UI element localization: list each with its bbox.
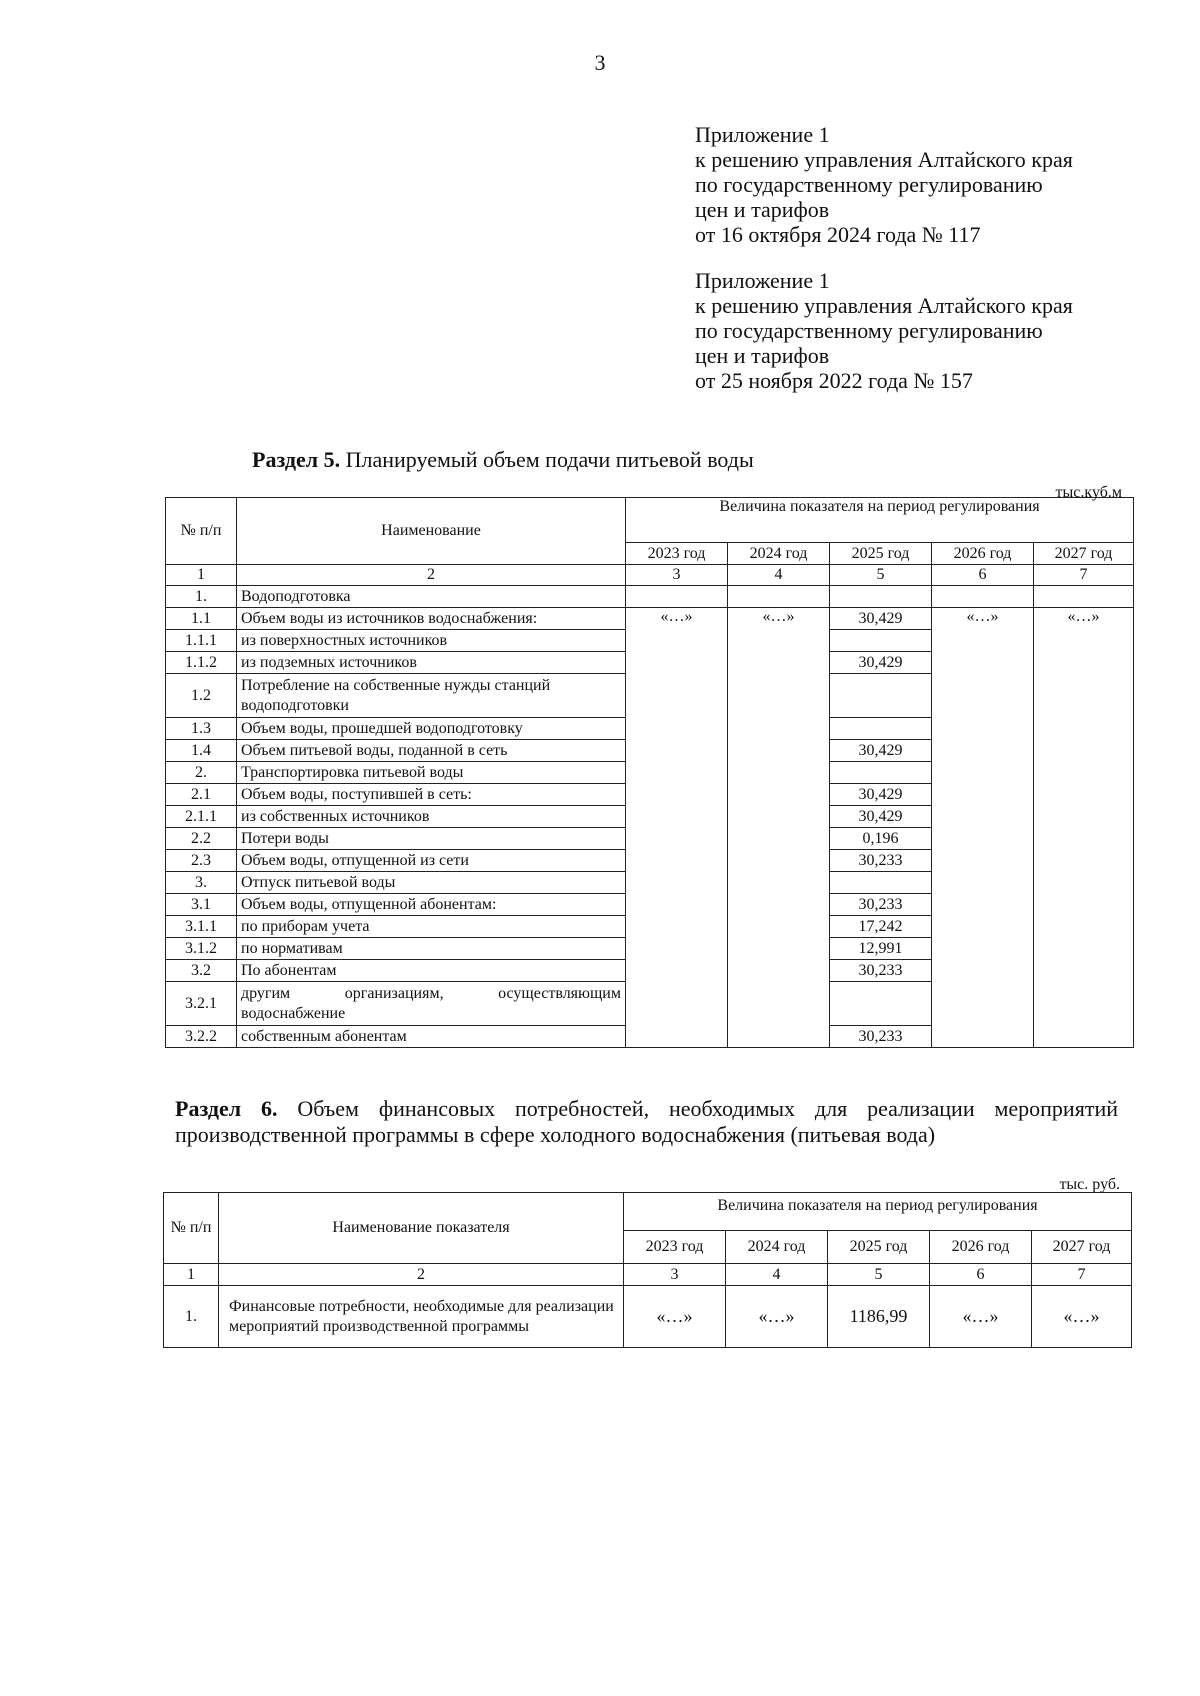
cell-2026: «…» — [932, 608, 1034, 630]
cell-2026 — [932, 652, 1034, 674]
cell-2026 — [932, 762, 1034, 784]
header-year: 2023 год — [624, 1231, 726, 1264]
section5-title — [252, 447, 754, 473]
row-num: 1.4 — [166, 740, 237, 762]
cell-2023 — [626, 762, 728, 784]
cell-2025: 30,429 — [830, 784, 932, 806]
cell-2025: 30,429 — [830, 806, 932, 828]
page-number: 3 — [594, 50, 606, 75]
cell-2027 — [1034, 586, 1134, 608]
column-number: 5 — [830, 565, 932, 586]
row-num: 3.1.1 — [166, 916, 237, 938]
cell-2025: 30,429 — [830, 652, 932, 674]
section5-unit: тыс.куб.м — [1055, 484, 1122, 501]
table-row — [166, 608, 1134, 630]
row-num: 1. — [164, 1286, 219, 1348]
row-name: Объем воды, прошедшей водоподготовку — [237, 718, 626, 740]
row-name: По абонентам — [237, 960, 626, 982]
cell-2026 — [932, 718, 1034, 740]
cell-2024 — [728, 982, 830, 1026]
header-year: 2024 год — [728, 543, 830, 565]
row-name: Водоподготовка — [237, 586, 626, 608]
cell-2026 — [932, 674, 1034, 718]
cell-2027 — [1034, 630, 1134, 652]
cell-2026 — [932, 850, 1034, 872]
cell-2025: 12,991 — [830, 938, 932, 960]
row-num: 3.2 — [166, 960, 237, 982]
column-number: 6 — [932, 565, 1034, 586]
table-row — [166, 784, 1134, 806]
appendix-line: цен и тарифов — [695, 197, 830, 222]
table-row — [166, 586, 1134, 608]
header-period: Величина показателя на период регулирования — [626, 498, 1134, 543]
cell-2024 — [728, 630, 830, 652]
table-row — [166, 630, 1134, 652]
row-name: Объем воды, отпущенной из сети — [237, 850, 626, 872]
row-num: 3.1 — [166, 894, 237, 916]
cell-2023 — [626, 872, 728, 894]
cell-2026 — [932, 784, 1034, 806]
cell-2025: 30,233 — [830, 1026, 932, 1048]
row-name: другим организациям, осуществляющим водоснабжение — [237, 982, 626, 1026]
cell-2024 — [728, 872, 830, 894]
header-year: 2025 год — [830, 543, 932, 565]
cell-2024 — [728, 916, 830, 938]
cell-2023 — [626, 828, 728, 850]
cell-2024 — [728, 894, 830, 916]
row-num: 3.2.2 — [166, 1026, 237, 1048]
cell-2025: 1186,99 — [828, 1286, 930, 1348]
cell-2024 — [728, 762, 830, 784]
cell-2023 — [626, 740, 728, 762]
table-row — [166, 806, 1134, 828]
column-number: 2 — [219, 1264, 624, 1286]
cell-2027 — [1034, 806, 1134, 828]
cell-2025: 17,242 — [830, 916, 932, 938]
column-number: 6 — [930, 1264, 1032, 1286]
table-row — [166, 894, 1134, 916]
appendix-previous-header — [695, 268, 1165, 393]
cell-2023 — [626, 916, 728, 938]
cell-2027 — [1034, 740, 1134, 762]
section6-title-text: Объем финансовых потребностей, необходимых для реализации мероприятий производственной программы в сфере холодного водоснабжения (питьевая вода) — [175, 1096, 1118, 1147]
table-row — [166, 674, 1134, 718]
cell-2026 — [932, 806, 1034, 828]
table-row — [166, 850, 1134, 872]
cell-2024: «…» — [726, 1286, 828, 1348]
header-num: № п/п — [166, 498, 237, 565]
appendix-line: к решению управления Алтайского края — [695, 293, 1073, 318]
section6-title — [175, 1096, 1118, 1148]
row-name: Потери воды — [237, 828, 626, 850]
appendix-line: по государственному регулированию — [695, 172, 1043, 197]
appendix-line: по государственному регулированию — [695, 318, 1043, 343]
cell-2027: «…» — [1034, 608, 1134, 630]
cell-2025 — [830, 718, 932, 740]
row-num: 1. — [166, 586, 237, 608]
column-number: 7 — [1032, 1264, 1132, 1286]
cell-2023 — [626, 894, 728, 916]
header-year: 2027 год — [1032, 1231, 1132, 1264]
table-row — [166, 938, 1134, 960]
cell-2023 — [626, 718, 728, 740]
cell-2024 — [728, 740, 830, 762]
appendix-line: Приложение 1 — [695, 122, 830, 147]
section6-title-number: Раздел 6. — [175, 1096, 278, 1121]
header-year: 2027 год — [1034, 543, 1134, 565]
header-num: № п/п — [164, 1193, 219, 1264]
row-num: 2.1 — [166, 784, 237, 806]
row-name: Транспортировка питьевой воды — [237, 762, 626, 784]
cell-2025: 30,429 — [830, 608, 932, 630]
row-num: 1.1.1 — [166, 630, 237, 652]
table-row — [166, 762, 1134, 784]
cell-2027 — [1034, 828, 1134, 850]
cell-2024 — [728, 652, 830, 674]
cell-2023 — [626, 784, 728, 806]
row-name: Финансовые потребности, необходимые для реализации мероприятий производственной программы — [219, 1286, 624, 1348]
table-row — [166, 982, 1134, 1026]
cell-2025 — [830, 630, 932, 652]
table-row — [166, 872, 1134, 894]
cell-2026 — [932, 982, 1034, 1026]
cell-2024 — [728, 674, 830, 718]
cell-2027 — [1034, 762, 1134, 784]
cell-2024 — [728, 806, 830, 828]
row-name: Объем воды, поступившей в сеть: — [237, 784, 626, 806]
row-num: 1.2 — [166, 674, 237, 718]
appendix-current-header — [695, 122, 1165, 247]
column-number: 4 — [726, 1264, 828, 1286]
row-num: 1.3 — [166, 718, 237, 740]
cell-2023 — [626, 982, 728, 1026]
table-row — [166, 740, 1134, 762]
row-name: из поверхностных источников — [237, 630, 626, 652]
table-row — [164, 1286, 1132, 1348]
cell-2023 — [626, 652, 728, 674]
cell-2026 — [932, 1026, 1034, 1048]
cell-2027 — [1034, 916, 1134, 938]
cell-2027 — [1034, 1026, 1134, 1048]
table-row — [166, 828, 1134, 850]
cell-2023 — [626, 806, 728, 828]
appendix-line: Приложение 1 — [695, 268, 830, 293]
cell-2023 — [626, 586, 728, 608]
row-num: 2.3 — [166, 850, 237, 872]
cell-2024 — [728, 586, 830, 608]
cell-2025: 30,429 — [830, 740, 932, 762]
row-name: Объем воды из источников водоснабжения: — [237, 608, 626, 630]
cell-2026 — [932, 828, 1034, 850]
row-name: Объем питьевой воды, поданной в сеть — [237, 740, 626, 762]
cell-2023 — [626, 850, 728, 872]
cell-2024 — [728, 1026, 830, 1048]
cell-2027 — [1034, 718, 1134, 740]
cell-2023 — [626, 938, 728, 960]
header-year: 2026 год — [930, 1231, 1032, 1264]
row-name: по приборам учета — [237, 916, 626, 938]
section6-table — [163, 1192, 1132, 1348]
cell-2023 — [626, 960, 728, 982]
cell-2026 — [932, 872, 1034, 894]
row-name: из собственных источников — [237, 806, 626, 828]
cell-2023: «…» — [624, 1286, 726, 1348]
cell-2025 — [830, 872, 932, 894]
header-year: 2024 год — [726, 1231, 828, 1264]
table-row — [166, 1026, 1134, 1048]
cell-2024 — [728, 938, 830, 960]
column-number: 7 — [1034, 565, 1134, 586]
row-name: по нормативам — [237, 938, 626, 960]
cell-2024: «…» — [728, 608, 830, 630]
appendix-line: от 25 ноября 2022 года № 157 — [695, 368, 973, 393]
cell-2025: 0,196 — [830, 828, 932, 850]
cell-2024 — [728, 718, 830, 740]
row-name: Отпуск питьевой воды — [237, 872, 626, 894]
cell-2026 — [932, 938, 1034, 960]
cell-2024 — [728, 828, 830, 850]
header-year: 2023 год — [626, 543, 728, 565]
column-number: 3 — [626, 565, 728, 586]
header-year: 2025 год — [828, 1231, 930, 1264]
cell-2025: 30,233 — [830, 894, 932, 916]
row-num: 1.1.2 — [166, 652, 237, 674]
cell-2027 — [1034, 894, 1134, 916]
table-row — [166, 652, 1134, 674]
cell-2027: «…» — [1032, 1286, 1132, 1348]
row-num: 2. — [166, 762, 237, 784]
cell-2026 — [932, 916, 1034, 938]
column-number: 1 — [164, 1264, 219, 1286]
cell-2026 — [932, 740, 1034, 762]
row-num: 3.2.1 — [166, 982, 237, 1026]
cell-2027 — [1034, 674, 1134, 718]
cell-2025 — [830, 762, 932, 784]
cell-2027 — [1034, 872, 1134, 894]
cell-2024 — [728, 784, 830, 806]
cell-2026: «…» — [930, 1286, 1032, 1348]
cell-2023 — [626, 1026, 728, 1048]
cell-2026 — [932, 630, 1034, 652]
cell-2025 — [830, 586, 932, 608]
row-num: 3.1.2 — [166, 938, 237, 960]
cell-2023 — [626, 630, 728, 652]
column-number: 5 — [828, 1264, 930, 1286]
cell-2026 — [932, 960, 1034, 982]
cell-2024 — [728, 960, 830, 982]
cell-2026 — [932, 894, 1034, 916]
row-name: Потребление на собственные нужды станций водоподготовки — [237, 674, 626, 718]
table-row — [166, 718, 1134, 740]
cell-2027 — [1034, 850, 1134, 872]
cell-2025: 30,233 — [830, 850, 932, 872]
appendix-line: к решению управления Алтайского края — [695, 147, 1073, 172]
section5-title-number: Раздел 5. — [252, 447, 341, 472]
section5-table — [165, 497, 1134, 1048]
header-name: Наименование показателя — [219, 1193, 624, 1264]
cell-2025 — [830, 982, 932, 1026]
column-number: 1 — [166, 565, 237, 586]
appendix-line: от 16 октября 2024 года № 117 — [695, 222, 981, 247]
section5-title-text: Планируемый объем подачи питьевой воды — [340, 447, 754, 472]
header-year: 2026 год — [932, 543, 1034, 565]
cell-2027 — [1034, 938, 1134, 960]
cell-2027 — [1034, 982, 1134, 1026]
header-name: Наименование — [237, 498, 626, 565]
cell-2023: «…» — [626, 608, 728, 630]
column-number: 2 — [237, 565, 626, 586]
row-num: 2.2 — [166, 828, 237, 850]
row-name: из подземных источников — [237, 652, 626, 674]
cell-2027 — [1034, 652, 1134, 674]
table-row — [166, 960, 1134, 982]
section6-unit: тыс. руб. — [1059, 1176, 1120, 1193]
column-number: 4 — [728, 565, 830, 586]
header-period: Величина показателя на период регулирования — [624, 1193, 1132, 1231]
row-num: 1.1 — [166, 608, 237, 630]
cell-2025: 30,233 — [830, 960, 932, 982]
row-num: 3. — [166, 872, 237, 894]
cell-2026 — [932, 586, 1034, 608]
cell-2025 — [830, 674, 932, 718]
row-num: 2.1.1 — [166, 806, 237, 828]
row-name: собственным абонентам — [237, 1026, 626, 1048]
appendix-line: цен и тарифов — [695, 343, 830, 368]
cell-2027 — [1034, 784, 1134, 806]
table-row — [166, 916, 1134, 938]
cell-2023 — [626, 674, 728, 718]
row-name: Объем воды, отпущенной абонентам: — [237, 894, 626, 916]
cell-2027 — [1034, 960, 1134, 982]
column-number: 3 — [624, 1264, 726, 1286]
cell-2024 — [728, 850, 830, 872]
